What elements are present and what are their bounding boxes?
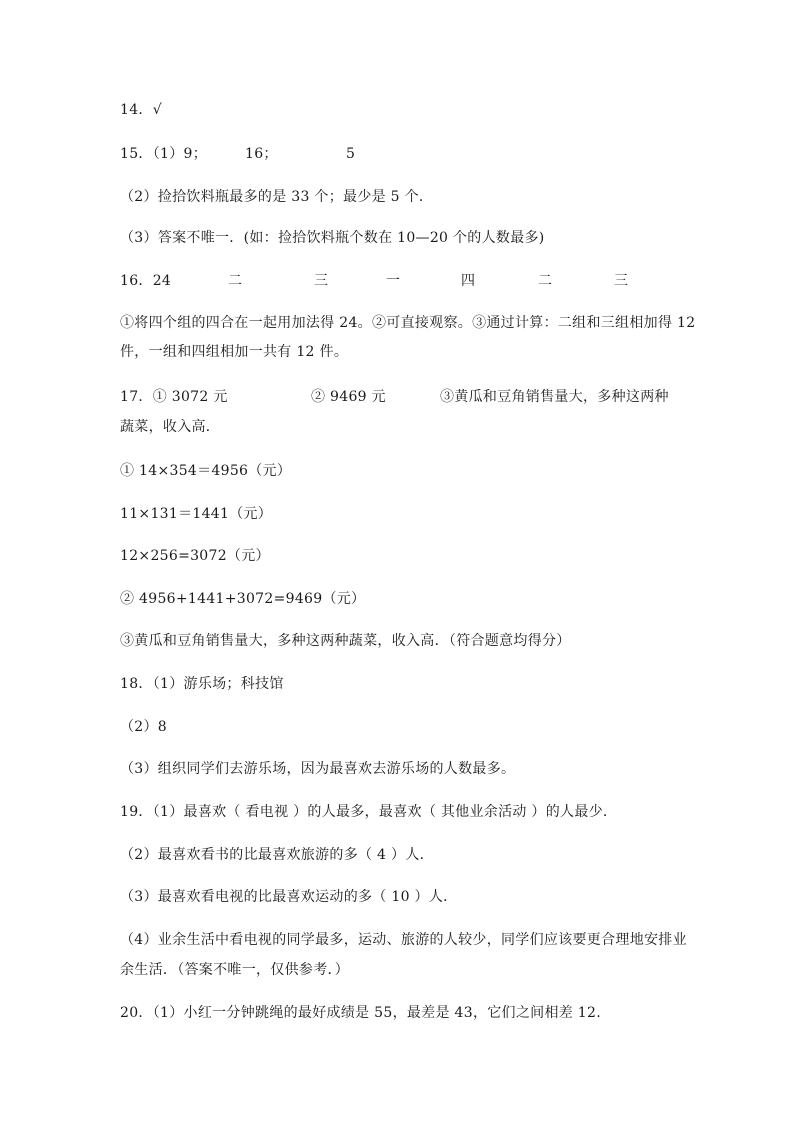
answer-19-part4-line2: 余生活．（答案不唯一，仅供参考．）: [120, 962, 350, 978]
answer-14: 14．√: [120, 102, 162, 118]
answer-18-part3: （3）组织同学们去游乐场，因为最喜欢去游乐场的人数最多。: [120, 761, 516, 777]
answer-16-a4: 四: [461, 273, 476, 289]
answer-16-a6: 三: [614, 273, 629, 289]
answer-18-part2: （2）8: [120, 719, 168, 735]
answer-18-part1: 18．（1）游乐场；科技馆: [120, 676, 284, 692]
answer-16-explain-line2: 件，一组和四组相加一共有 12 件。: [120, 344, 349, 360]
answer-15-part1: 15．（1）9；: [120, 146, 208, 162]
answer-16-a3: 一: [386, 273, 401, 289]
answer-19-part1: 19．（1）最喜欢（ 看电视 ）的人最多，最喜欢（ 其他业余活动 ）的人最少．: [120, 804, 618, 820]
answer-16-a5: 二: [538, 273, 553, 289]
answer-16-explain-line1: ①将四个组的四合在一起用加法得 24。②可直接观察。③通过计算：二组和三组相加得 12: [120, 315, 696, 331]
answer-17-part3-line1: ③黄瓜和豆角销售量大，多种这两种: [440, 389, 669, 405]
answer-15-part1-value3: 5: [346, 146, 356, 162]
answer-16-a2: 三: [314, 273, 329, 289]
answer-17-calc5: ③黄瓜和豆角销售量大，多种这两种蔬菜，收入高．（符合题意均得分）: [120, 633, 571, 649]
answer-17-calc1: ① 14×354＝4956（元）: [120, 463, 292, 479]
answer-17-calc3: 12×256=3072（元）: [120, 548, 270, 564]
answer-19-part3: （3）最喜欢看电视的比最喜欢运动的多（ 10 ）人．: [120, 889, 458, 905]
answer-16-a1: 二: [228, 273, 243, 289]
answer-15-part1-value2: 16；: [245, 146, 278, 162]
answer-17-calc4: ② 4956+1441+3072=9469（元）: [120, 591, 366, 607]
answer-15-part3: （3）答案不唯一．(如：捡拾饮料瓶个数在 10—20 个的人数最多): [120, 230, 545, 246]
answer-17-part2: ② 9469 元: [311, 389, 386, 405]
answer-16-label: 16．24: [120, 273, 172, 289]
answer-17-part1: 17．① 3072 元: [120, 389, 228, 405]
answer-15-part2: （2）捡拾饮料瓶最多的是 33 个；最少是 5 个．: [120, 189, 434, 205]
answer-20-part1: 20．（1）小红一分钟跳绳的最好成绩是 55，最差是 43，它们之间相差 12.: [120, 1005, 601, 1021]
answer-19-part2: （2）最喜欢看书的比最喜欢旅游的多（ 4 ）人．: [120, 847, 434, 863]
answer-17-part3-line2: 蔬菜，收入高．: [120, 419, 221, 435]
answer-19-part4-line1: （4）业余生活中看电视的同学最多，运动、旅游的人较少，同学们应该要更合理地安排业: [120, 932, 687, 948]
answer-17-calc2: 11×131＝1441（元）: [120, 506, 273, 522]
